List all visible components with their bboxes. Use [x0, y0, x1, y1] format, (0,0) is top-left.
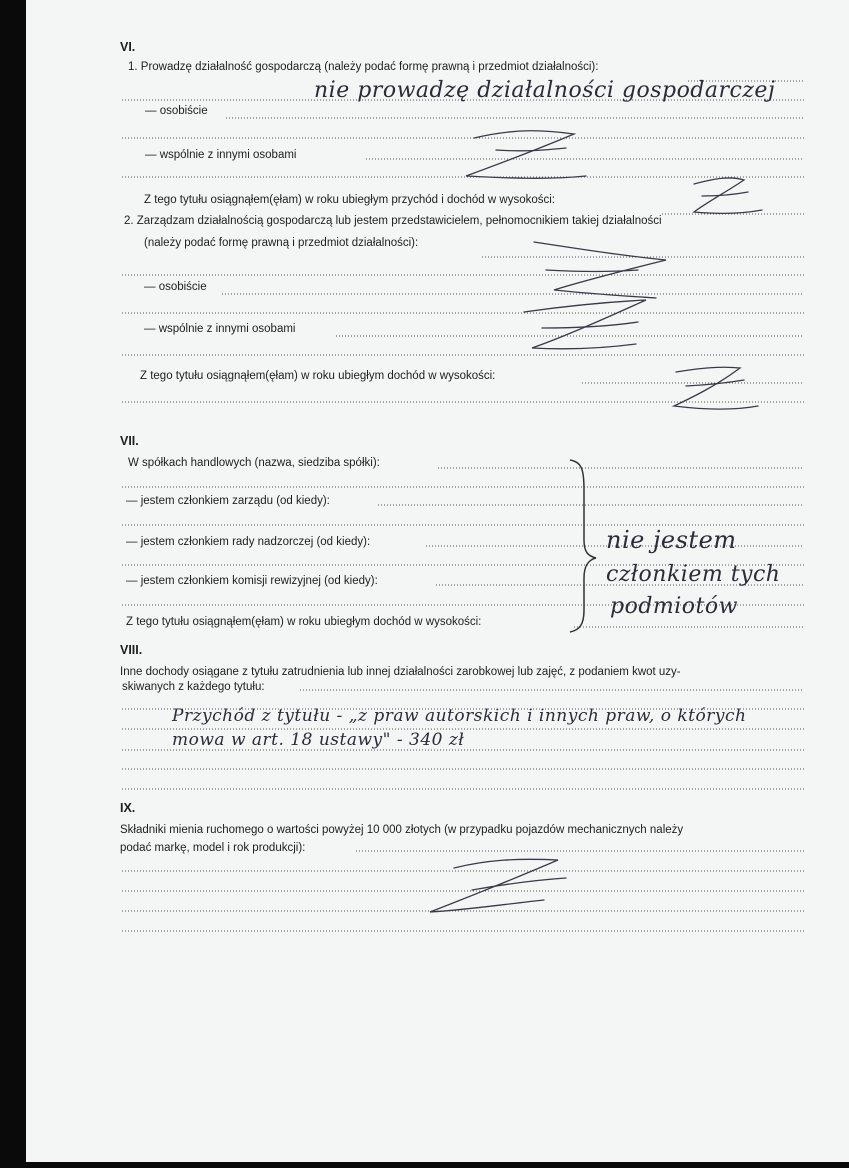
section-viii-heading: VIII. [120, 643, 143, 657]
section-vii-heading: VII. [120, 434, 139, 448]
vi-jointly: — wspólnie z innymi osobami [145, 149, 297, 161]
form-page [26, 0, 849, 1162]
vii-board: — jestem członkiem zarządu (od kiedy): [126, 495, 330, 507]
vii-audit: — jestem członkiem komisji rewizyjnej (od kiedy): [126, 575, 378, 587]
viii-handwritten-2: mowa w art. 18 ustawy" - 340 zł [172, 730, 465, 750]
vii-income: Z tego tytułu osiągnąłem(ęłam) w roku ubiegłym dochód w wysokości: [126, 616, 482, 628]
vi-jointly-2: — wspólnie z innymi osobami [144, 323, 296, 335]
section-ix-heading: IX. [120, 801, 136, 815]
vi-item2-line2: (należy podać formę prawną i przedmiot działalności): [144, 237, 419, 249]
vii-supervisory: — jestem członkiem rady nadzorczej (od kiedy): [126, 536, 371, 548]
vi-income1: Z tego tytułu osiągnąłem(ęłam) w roku ubiegłym przychód i dochód w wysokości: [144, 194, 555, 206]
vii-handwritten-1: nie jestem [606, 526, 737, 554]
vii-handwritten-2: członkiem tych [606, 562, 781, 587]
vi-item1-intro: 1. Prowadzę działalność gospodarczą (należy podać formę prawną i przedmiot działalności): [128, 61, 599, 73]
ix-line1: Składniki mienia ruchomego o wartości powyżej 10 000 złotych (w przypadku pojazdów mechanicznych należy [120, 824, 684, 836]
viii-line1: Inne dochody osiągane z tytułu zatrudnienia lub innej działalności zarobkowej lub zajęć, z podaniem kwot uzy- [120, 666, 681, 678]
vi-income2: Z tego tytułu osiągnąłem(ęłam) w roku ubiegłym dochód w wysokości: [140, 370, 496, 382]
section-vi-heading: VI. [120, 40, 136, 54]
vii-handwritten-3: podmiotów [610, 594, 738, 619]
vi-personally: — osobiście [145, 105, 208, 117]
viii-line2: skiwanych z każdego tytułu: [122, 681, 265, 693]
vi-item2-line1: 2. Zarządzam działalnością gospodarczą lub jestem przedstawicielem, pełnomocnikiem takiej działalności [124, 215, 662, 227]
vi-personally-2: — osobiście [144, 281, 207, 293]
vi-handwritten-answer: nie prowadzę działalności gospodarczej [314, 78, 776, 103]
ix-line2: podać markę, model i rok produkcji): [120, 842, 306, 854]
viii-handwritten-1: Przychód z tytułu - „z praw autorskich i innych praw, o których [172, 706, 747, 726]
vii-companies: W spółkach handlowych (nazwa, siedziba spółki): [128, 457, 380, 469]
strike-marks [430, 131, 762, 912]
